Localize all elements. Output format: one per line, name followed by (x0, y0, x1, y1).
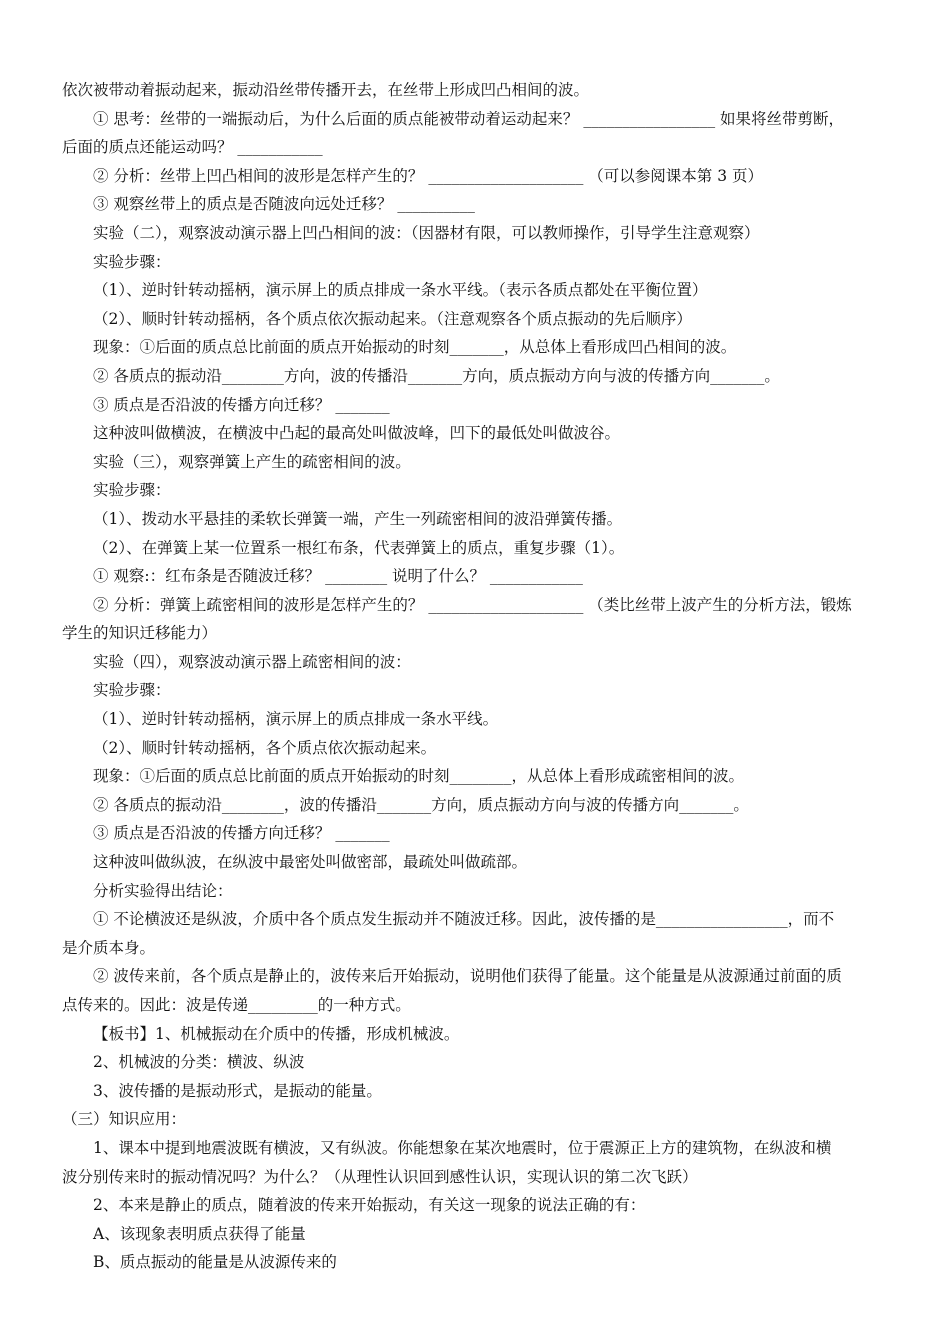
text-line: 是介质本身。 (62, 938, 156, 957)
text-line: （1）、拨动水平悬挂的柔软长弹簧一端，产生一列疏密相间的波沿弹簧传播。 (93, 509, 623, 528)
text-line: （2）、顺时针转动摇柄，各个质点依次振动起来。（注意观察各个质点振动的先后顺序） (93, 309, 692, 328)
document-page (62, 76, 892, 1277)
text-line: ① 思考：丝带的一端振动后，为什么后面的质点能被带动着运动起来？ _________________ 如果将丝带剪断， (93, 109, 845, 128)
text-line: 2、本来是静止的质点，随着波的传来开始振动，有关这一现象的说法正确的有： (93, 1196, 646, 1215)
text-line: 这种波叫做横波，在横波中凸起的最高处叫做波峰，凹下的最低处叫做波谷。 (93, 424, 621, 443)
text-line: ② 各质点的振动沿________方向，波的传播沿_______方向，质点振动方向与波的传播方向_______。 (93, 366, 780, 385)
text-line: ② 波传来前，各个质点是静止的，波传来后开始振动，说明他们获得了能量。这个能量是从波源通过前面的质 (93, 967, 842, 986)
text-line: ② 各质点的振动沿________，波的传播沿_______方向，质点振动方向与波的传播方向_______。 (93, 795, 749, 814)
text-line: 后面的质点还能运动吗？ ___________ (62, 138, 323, 157)
text-line: 实验步骤： (93, 481, 171, 500)
text-line: 现象：①后面的质点总比前面的质点开始振动的时刻_______，从总体上看形成凹凸相间的波。 (93, 338, 737, 357)
text-line: 实验步骤： (93, 681, 171, 700)
text-line: A、该现象表明质点获得了能量 (93, 1224, 306, 1243)
text-line: 实验（二），观察波动演示器上凹凸相间的波：（因器材有限，可以教师操作，引导学生注意观察） (93, 223, 760, 242)
text-line: 波分别传来时的振动情况吗？为什么？（从理性认识回到感性认识，实现认识的第二次飞跃） (62, 1167, 698, 1186)
text-line: （1）、逆时针转动摇柄，演示屏上的质点排成一条水平线。 (93, 710, 499, 729)
text-line: 实验（四），观察波动演示器上疏密相间的波： (93, 652, 411, 671)
text-line: 依次被带动着振动起来，振动沿丝带传播开去，在丝带上形成凹凸相间的波。 (62, 81, 590, 99)
text-line: B、质点振动的能量是从波源传来的 (93, 1253, 337, 1272)
text-line: （1）、逆时针转动摇柄，演示屏上的质点排成一条水平线。（表示各质点都处在平衡位置） (93, 281, 708, 300)
text-line: ② 分析：弹簧上疏密相间的波形是怎样产生的？ ____________________ （类比丝带上波产生的分析方法，锻炼 (93, 595, 852, 614)
text-line: 2、机械波的分类：横波、纵波 (93, 1053, 305, 1072)
text-line: （2）、顺时针转动摇柄，各个质点依次振动起来。 (93, 738, 437, 757)
text-line: ① 观察:：红布条是否随波迁移？ ________ 说明了什么？ ____________ (93, 567, 583, 586)
text-line: 【板书】1、机械振动在介质中的传播，形成机械波。 (93, 1024, 460, 1043)
text-line: ② 分析：丝带上凹凸相间的波形是怎样产生的？ ____________________ （可以参阅课本第 3 页） (93, 166, 763, 185)
text-line: ① 不论横波还是纵波，介质中各个质点发生振动并不随波迁移。因此，波传播的是_________________，而不 (93, 910, 835, 929)
text-line: 这种波叫做纵波，在纵波中最密处叫做密部，最疏处叫做疏部。 (93, 853, 528, 872)
text-line: 实验步骤： (93, 252, 171, 271)
text-line: ③ 质点是否沿波的传播方向迁移？ _______ (93, 395, 390, 414)
text-line: ③ 质点是否沿波的传播方向迁移？ _______ (93, 824, 390, 843)
text-line: （三）知识应用： (62, 1110, 187, 1129)
text-line: 1、课本中提到地震波既有横波，又有纵波。你能想象在某次地震时，位于震源正上方的建筑物，在纵波和横 (93, 1138, 832, 1157)
text-line: 学生的知识迁移能力） (62, 624, 218, 643)
text-line: （2）、在弹簧上某一位置系一根红布条，代表弹簧上的质点，重复步骤（1）。 (93, 538, 625, 557)
text-line: 3、波传播的是振动形式，是振动的能量。 (93, 1081, 382, 1100)
text-line: 分析实验得出结论： (93, 881, 233, 900)
text-line: 点传来的。因此：波是传递_________的一种方式。 (62, 996, 411, 1014)
text-line: 实验（三），观察弹簧上产生的疏密相间的波。 (93, 452, 411, 471)
text-line: 现象：①后面的质点总比前面的质点开始振动的时刻________，从总体上看形成疏密相间的波。 (93, 767, 745, 786)
text-line: ③ 观察丝带上的质点是否随波向远处迁移？ __________ (93, 195, 475, 214)
